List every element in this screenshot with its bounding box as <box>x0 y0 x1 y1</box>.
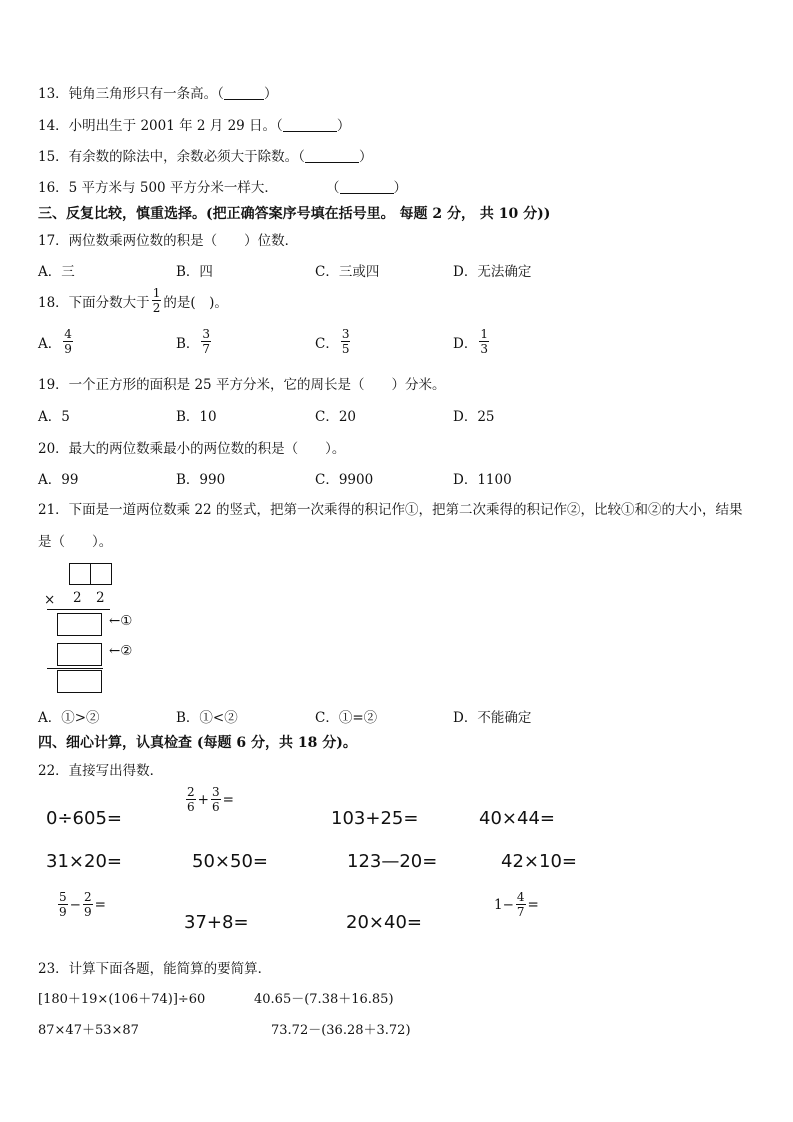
question-18-stem: 18．下面分数大于 $\frac{1}{2}$ 的是( )。 <box>38 286 228 315</box>
multiplier-digit: 2 <box>73 590 82 606</box>
option-c[interactable]: C．20 <box>315 409 357 425</box>
option-b[interactable]: B．10 <box>176 409 217 425</box>
calc-fraction-diff: $\frac{5}{9}$ − $\frac{2}{9}$ = <box>59 890 106 919</box>
times-sign: × <box>44 592 56 608</box>
section-3-title: 三、反复比较，慎重选择。(把正确答案序号填在括号里。 每题 2 分， 共 10 分)) <box>38 206 551 222</box>
question-17-stem: 17．两位数乘两位数的积是（ ）位数． <box>38 233 299 249</box>
calc-item: 37+8= <box>184 912 249 933</box>
option-d[interactable]: D．25 <box>453 409 495 425</box>
option-a[interactable]: A． $\frac{4}{9}$ <box>38 327 72 356</box>
answer-blank[interactable] <box>283 118 337 132</box>
final-product-box[interactable] <box>57 670 102 693</box>
partial-product-2-box[interactable] <box>57 643 102 666</box>
option-c[interactable]: C．9900 <box>315 472 374 488</box>
option-c[interactable]: C． $\frac{3}{5}$ <box>315 327 350 356</box>
answer-blank[interactable] <box>340 180 394 194</box>
sum-line <box>47 668 103 669</box>
calc-item: 42×10= <box>501 851 577 872</box>
fraction: $\frac{1}{2}$ <box>152 286 161 315</box>
answer-blank[interactable] <box>305 149 359 163</box>
digit-box[interactable] <box>69 563 91 585</box>
multiplier-digit: 2 <box>96 590 105 606</box>
calc-item: 103+25= <box>331 808 419 829</box>
expression: 73.72－(36.28＋3.72) <box>271 1023 411 1038</box>
product-line <box>47 609 110 610</box>
expression: [180＋19×(106＋74)]÷60 <box>38 992 206 1007</box>
calc-item: 0÷605= <box>46 808 122 829</box>
option-a[interactable]: A．①>② <box>38 710 100 726</box>
partial-product-1-box[interactable] <box>57 613 102 636</box>
calc-fraction-sum: $\frac{2}{6}$ + $\frac{3}{6}$ = <box>187 785 234 814</box>
option-c[interactable]: C．①=② <box>315 710 378 726</box>
option-c[interactable]: C．三或四 <box>315 264 380 280</box>
calc-item: 123—20= <box>347 851 438 872</box>
calc-item: 31×20= <box>46 851 122 872</box>
question-21-stem-line2: 是（ ）。 <box>38 534 113 550</box>
option-d[interactable]: D． $\frac{1}{3}$ <box>453 327 488 356</box>
answer-blank[interactable] <box>224 86 264 100</box>
calc-fraction-one-minus: 1− $\frac{4}{7}$ = <box>494 890 539 919</box>
question-14: 14．小明出生于 2001 年 2 月 29 日。（ ） <box>38 118 351 134</box>
label-circle-2: ←② <box>109 643 133 659</box>
section-4-title: 四、细心计算，认真检查 (每题 6 分，共 18 分)。 <box>38 735 357 751</box>
question-16-answer: （ ） <box>326 180 407 196</box>
question-19-stem: 19．一个正方形的面积是 25 平方分米，它的周长是（ ）分米。 <box>38 377 446 393</box>
calc-item: 40×44= <box>479 808 555 829</box>
option-b[interactable]: B．四 <box>176 264 213 280</box>
expression: 87×47＋53×87 <box>38 1023 139 1038</box>
option-a[interactable]: A．三 <box>38 264 75 280</box>
question-13: 13．钝角三角形只有一条高。（ ） <box>38 86 278 102</box>
label-circle-1: ←① <box>109 613 133 629</box>
option-a[interactable]: A．5 <box>38 409 70 425</box>
expression: 40.65－(7.38＋16.85) <box>254 992 394 1007</box>
question-22-stem: 22．直接写出得数． <box>38 763 164 779</box>
question-20-stem: 20．最大的两位数乘最小的两位数的积是（ ）。 <box>38 441 346 457</box>
option-d[interactable]: D．不能确定 <box>453 710 532 726</box>
option-b[interactable]: B． $\frac{3}{7}$ <box>176 327 211 356</box>
question-15: 15．有余数的除法中，余数必须大于除数。（ ） <box>38 149 373 165</box>
option-d[interactable]: D．无法确定 <box>453 264 532 280</box>
calc-item: 50×50= <box>192 851 268 872</box>
option-a[interactable]: A．99 <box>38 472 79 488</box>
digit-box[interactable] <box>90 563 112 585</box>
option-b[interactable]: B．990 <box>176 472 226 488</box>
calc-item: 20×40= <box>346 912 422 933</box>
option-d[interactable]: D．1100 <box>453 472 512 488</box>
option-b[interactable]: B．①<② <box>176 710 238 726</box>
question-16: 16．5 平方米与 500 平方分米一样大． <box>38 180 278 196</box>
question-23-stem: 23．计算下面各题，能简算的要简算． <box>38 961 272 977</box>
question-21-stem-line1: 21．下面是一道两位数乘 22 的竖式，把第一次乘得的积记作①，把第二次乘得的积记作②，比较①和②的大小，结果 <box>38 502 743 518</box>
